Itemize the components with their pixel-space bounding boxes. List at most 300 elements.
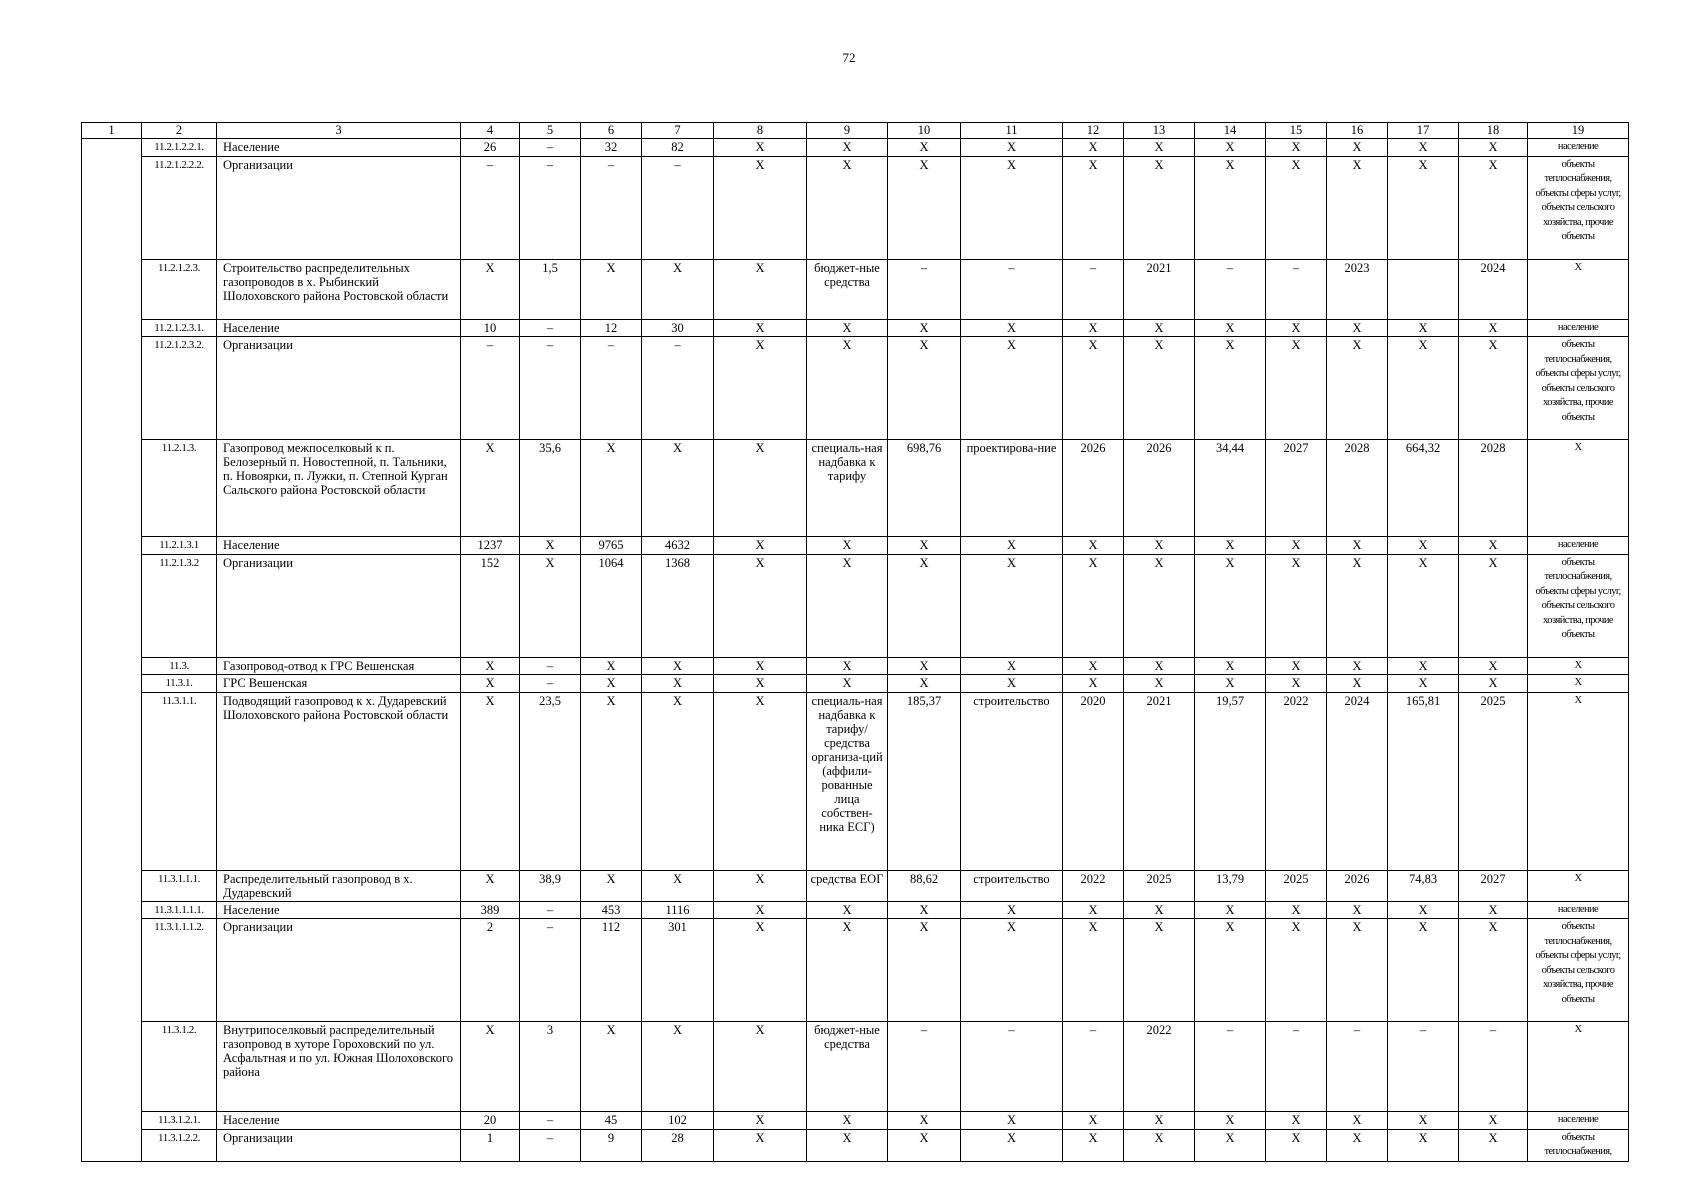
row-name-cell: Организации bbox=[217, 919, 461, 1022]
table-cell-col-8: X bbox=[714, 156, 807, 259]
table-cell-col-14: 19,57 bbox=[1195, 692, 1266, 870]
table-cell-col-19: объекты теплоснабжения, bbox=[1528, 1129, 1629, 1161]
header-cell-16: 16 bbox=[1327, 123, 1388, 139]
table-cell-col-16: 2024 bbox=[1327, 692, 1388, 870]
table-row bbox=[82, 319, 1629, 337]
table-cell-col-6: X bbox=[581, 675, 642, 693]
table-cell-col-5: – bbox=[520, 319, 581, 337]
table-cell-col-13: X bbox=[1124, 337, 1195, 440]
table-cell-col-6: X bbox=[581, 870, 642, 901]
table-cell-col-12: X bbox=[1063, 537, 1124, 555]
table-cell-col-18: 2028 bbox=[1459, 440, 1528, 537]
table-cell-col-11: X bbox=[961, 1129, 1063, 1161]
table-cell-col-11: X bbox=[961, 919, 1063, 1022]
table-cell-col-10: – bbox=[888, 259, 961, 319]
table-cell-col-11: строительство bbox=[961, 870, 1063, 901]
table-cell-col-5: – bbox=[520, 919, 581, 1022]
table-cell-col-19: X bbox=[1528, 657, 1629, 675]
table-cell-col-7: X bbox=[642, 1022, 714, 1112]
row-number-cell: 11.3. bbox=[142, 657, 217, 675]
table-cell-col-12: 2026 bbox=[1063, 440, 1124, 537]
table-cell-col-7: X bbox=[642, 259, 714, 319]
header-cell-19: 19 bbox=[1528, 123, 1629, 139]
table-cell-col-12: X bbox=[1063, 319, 1124, 337]
table-row bbox=[82, 337, 1629, 440]
table-cell-col-17: X bbox=[1388, 657, 1459, 675]
table-cell-col-16: X bbox=[1327, 156, 1388, 259]
table-cell-col-4: X bbox=[461, 692, 520, 870]
row-name-cell: Внутрипоселковый распределительный газопровод в хуторе Гороховский по ул. Асфальтная и по ул. Южная Шолоховского района bbox=[217, 1022, 461, 1112]
table-cell-col-15: X bbox=[1266, 554, 1327, 657]
row-number-cell: 11.2.1.3. bbox=[142, 440, 217, 537]
table-cell-col-16: X bbox=[1327, 337, 1388, 440]
table-cell-col-5: – bbox=[520, 337, 581, 440]
table-cell-col-19: население bbox=[1528, 1112, 1629, 1130]
table-row bbox=[82, 554, 1629, 657]
table-cell-col-8: X bbox=[714, 1112, 807, 1130]
row-name-cell: Население bbox=[217, 537, 461, 555]
table-row bbox=[82, 870, 1629, 901]
column-1-cell bbox=[82, 139, 142, 1162]
table-cell-col-17: X bbox=[1388, 1112, 1459, 1130]
table-cell-col-6: 9765 bbox=[581, 537, 642, 555]
table-cell-col-10: X bbox=[888, 337, 961, 440]
header-cell-4: 4 bbox=[461, 123, 520, 139]
table-cell-col-4: 2 bbox=[461, 919, 520, 1022]
table-cell-col-12: – bbox=[1063, 259, 1124, 319]
table-cell-col-10: X bbox=[888, 156, 961, 259]
table-cell-col-15: 2022 bbox=[1266, 692, 1327, 870]
table-cell-col-15: X bbox=[1266, 139, 1327, 157]
table-cell-col-16: – bbox=[1327, 1022, 1388, 1112]
table-cell-col-11: X bbox=[961, 1112, 1063, 1130]
table-row bbox=[82, 901, 1629, 919]
table-cell-col-5: 38,9 bbox=[520, 870, 581, 901]
table-cell-col-18: X bbox=[1459, 657, 1528, 675]
table-cell-col-5: X bbox=[520, 554, 581, 657]
table-cell-col-7: 28 bbox=[642, 1129, 714, 1161]
table-cell-col-8: X bbox=[714, 1129, 807, 1161]
table-cell-col-5: – bbox=[520, 901, 581, 919]
table-cell-col-10: 698,76 bbox=[888, 440, 961, 537]
table-cell-col-9: X bbox=[807, 657, 888, 675]
table-cell-col-11: X bbox=[961, 337, 1063, 440]
table-cell-col-12: X bbox=[1063, 901, 1124, 919]
row-number-cell: 11.3.1.2. bbox=[142, 1022, 217, 1112]
row-number-cell: 11.2.1.3.2 bbox=[142, 554, 217, 657]
table-cell-col-12: – bbox=[1063, 1022, 1124, 1112]
header-cell-1: 1 bbox=[82, 123, 142, 139]
header-cell-13: 13 bbox=[1124, 123, 1195, 139]
table-row bbox=[82, 156, 1629, 259]
table-cell-col-11: проектирова-ние bbox=[961, 440, 1063, 537]
table-cell-col-7: 82 bbox=[642, 139, 714, 157]
table-cell-col-17: – bbox=[1388, 1022, 1459, 1112]
row-number-cell: 11.3.1. bbox=[142, 675, 217, 693]
table-cell-col-17: 664,32 bbox=[1388, 440, 1459, 537]
table-cell-col-18: X bbox=[1459, 919, 1528, 1022]
table-cell-col-13: X bbox=[1124, 554, 1195, 657]
table-cell-col-18: X bbox=[1459, 319, 1528, 337]
investment-table bbox=[81, 122, 1629, 1162]
table-cell-col-19: объекты теплоснабжения, объекты сферы услуг, объекты сельского хозяйства, прочие объекты bbox=[1528, 919, 1629, 1022]
table-cell-col-5: – bbox=[520, 1112, 581, 1130]
table-cell-col-7: 30 bbox=[642, 319, 714, 337]
row-number-cell: 11.2.1.2.3.2. bbox=[142, 337, 217, 440]
table-row bbox=[82, 537, 1629, 555]
table-cell-col-18: X bbox=[1459, 337, 1528, 440]
table-cell-col-18: 2027 bbox=[1459, 870, 1528, 901]
table-cell-col-12: X bbox=[1063, 156, 1124, 259]
table-cell-col-10: X bbox=[888, 919, 961, 1022]
table-cell-col-7: X bbox=[642, 657, 714, 675]
row-number-cell: 11.3.1.2.2. bbox=[142, 1129, 217, 1161]
table-cell-col-8: X bbox=[714, 337, 807, 440]
table-cell-col-10: X bbox=[888, 657, 961, 675]
table-cell-col-5: – bbox=[520, 675, 581, 693]
table-cell-col-9: X bbox=[807, 156, 888, 259]
row-number-cell: 11.3.1.1.1.1. bbox=[142, 901, 217, 919]
table-cell-col-12: X bbox=[1063, 919, 1124, 1022]
table-row bbox=[82, 692, 1629, 870]
table-cell-col-11: X bbox=[961, 657, 1063, 675]
table-cell-col-8: X bbox=[714, 657, 807, 675]
table-cell-col-7: X bbox=[642, 675, 714, 693]
header-cell-5: 5 bbox=[520, 123, 581, 139]
table-cell-col-19: население bbox=[1528, 319, 1629, 337]
table-row bbox=[82, 919, 1629, 1022]
table-cell-col-4: X bbox=[461, 870, 520, 901]
table-cell-col-9: X bbox=[807, 1112, 888, 1130]
table-cell-col-13: X bbox=[1124, 919, 1195, 1022]
table-cell-col-7: – bbox=[642, 156, 714, 259]
table-cell-col-16: 2028 bbox=[1327, 440, 1388, 537]
table-cell-col-9: X bbox=[807, 319, 888, 337]
table-cell-col-14: X bbox=[1195, 319, 1266, 337]
table-cell-col-14: X bbox=[1195, 919, 1266, 1022]
table-cell-col-4: X bbox=[461, 440, 520, 537]
table-cell-col-15: X bbox=[1266, 657, 1327, 675]
table-cell-col-4: 10 bbox=[461, 319, 520, 337]
table-cell-col-13: X bbox=[1124, 1112, 1195, 1130]
table-cell-col-18: X bbox=[1459, 675, 1528, 693]
row-name-cell: Газопровод межпоселковый к п. Белозерный п. Новостепной, п. Тальники, п. Новоярки, п. Лужки, п. Степной Курган Сальского района Ростовской области bbox=[217, 440, 461, 537]
table-cell-col-7: 1368 bbox=[642, 554, 714, 657]
table-cell-col-18: X bbox=[1459, 139, 1528, 157]
table-cell-col-11: – bbox=[961, 259, 1063, 319]
table-cell-col-13: 2021 bbox=[1124, 692, 1195, 870]
table-cell-col-9: специаль-ная надбавка к тарифу bbox=[807, 440, 888, 537]
table-cell-col-15: 2025 bbox=[1266, 870, 1327, 901]
table-cell-col-4: – bbox=[461, 337, 520, 440]
table-cell-col-17 bbox=[1388, 259, 1459, 319]
table-cell-col-7: X bbox=[642, 692, 714, 870]
table-cell-col-10: X bbox=[888, 1112, 961, 1130]
table-row bbox=[82, 139, 1629, 157]
table-cell-col-18: X bbox=[1459, 156, 1528, 259]
header-cell-15: 15 bbox=[1266, 123, 1327, 139]
table-cell-col-6: X bbox=[581, 440, 642, 537]
table-cell-col-9: специаль-ная надбавка к тарифу/ средства организа-ций (аффили-рованные лица собствен-ника ЕСГ) bbox=[807, 692, 888, 870]
table-cell-col-17: X bbox=[1388, 139, 1459, 157]
table-cell-col-11: X bbox=[961, 537, 1063, 555]
header-cell-18: 18 bbox=[1459, 123, 1528, 139]
table-cell-col-19: объекты теплоснабжения, объекты сферы услуг, объекты сельского хозяйства, прочие объекты bbox=[1528, 554, 1629, 657]
table-cell-col-14: – bbox=[1195, 1022, 1266, 1112]
table-cell-col-16: X bbox=[1327, 657, 1388, 675]
table-cell-col-4: – bbox=[461, 156, 520, 259]
page-number: 72 bbox=[842, 50, 856, 65]
row-name-cell: Подводящий газопровод к х. Дударевский Шолоховского района Ростовской области bbox=[217, 692, 461, 870]
header-cell-14: 14 bbox=[1195, 123, 1266, 139]
table-cell-col-17: X bbox=[1388, 156, 1459, 259]
table-cell-col-9: X bbox=[807, 337, 888, 440]
table-cell-col-12: X bbox=[1063, 657, 1124, 675]
row-name-cell: Организации bbox=[217, 337, 461, 440]
row-name-cell: Организации bbox=[217, 1129, 461, 1161]
table-cell-col-6: – bbox=[581, 156, 642, 259]
table-cell-col-4: 1 bbox=[461, 1129, 520, 1161]
table-cell-col-19: X bbox=[1528, 870, 1629, 901]
table-cell-col-13: X bbox=[1124, 1129, 1195, 1161]
table-cell-col-7: X bbox=[642, 440, 714, 537]
row-name-cell: Строительство распределительных газопроводов в х. Рыбинский Шолоховского района Ростовской области bbox=[217, 259, 461, 319]
header-cell-12: 12 bbox=[1063, 123, 1124, 139]
table-cell-col-16: X bbox=[1327, 319, 1388, 337]
table-cell-col-14: – bbox=[1195, 259, 1266, 319]
table-cell-col-8: X bbox=[714, 1022, 807, 1112]
table-cell-col-6: 453 bbox=[581, 901, 642, 919]
table-cell-col-4: X bbox=[461, 259, 520, 319]
table-cell-col-15: X bbox=[1266, 901, 1327, 919]
table-cell-col-13: X bbox=[1124, 319, 1195, 337]
table-cell-col-15: X bbox=[1266, 1112, 1327, 1130]
table-cell-col-13: 2025 bbox=[1124, 870, 1195, 901]
row-name-cell: Население bbox=[217, 1112, 461, 1130]
table-cell-col-10: 88,62 bbox=[888, 870, 961, 901]
table-row bbox=[82, 1112, 1629, 1130]
table-cell-col-12: X bbox=[1063, 337, 1124, 440]
table-cell-col-5: X bbox=[520, 537, 581, 555]
table-cell-col-13: 2022 bbox=[1124, 1022, 1195, 1112]
table-cell-col-9: бюджет-ные средства bbox=[807, 259, 888, 319]
table-cell-col-13: X bbox=[1124, 156, 1195, 259]
table-cell-col-16: X bbox=[1327, 537, 1388, 555]
table-cell-col-17: X bbox=[1388, 675, 1459, 693]
table-cell-col-19: X bbox=[1528, 259, 1629, 319]
table-cell-col-19: население bbox=[1528, 901, 1629, 919]
table-cell-col-14: X bbox=[1195, 901, 1266, 919]
table-cell-col-14: 13,79 bbox=[1195, 870, 1266, 901]
header-cell-3: 3 bbox=[217, 123, 461, 139]
table-cell-col-13: 2021 bbox=[1124, 259, 1195, 319]
table-cell-col-4: 26 bbox=[461, 139, 520, 157]
table-row bbox=[82, 657, 1629, 675]
table-row bbox=[82, 675, 1629, 693]
table-cell-col-6: X bbox=[581, 1022, 642, 1112]
table-cell-col-8: X bbox=[714, 675, 807, 693]
row-number-cell: 11.2.1.2.2.1. bbox=[142, 139, 217, 157]
row-number-cell: 11.2.1.3.1 bbox=[142, 537, 217, 555]
row-number-cell: 11.3.1.1.1. bbox=[142, 870, 217, 901]
table-cell-col-14: X bbox=[1195, 156, 1266, 259]
table-cell-col-10: X bbox=[888, 537, 961, 555]
table-cell-col-6: – bbox=[581, 337, 642, 440]
table-cell-col-17: 74,83 bbox=[1388, 870, 1459, 901]
table-cell-col-10: 185,37 bbox=[888, 692, 961, 870]
table-cell-col-8: X bbox=[714, 440, 807, 537]
table-cell-col-19: население bbox=[1528, 139, 1629, 157]
table-cell-col-7: 4632 bbox=[642, 537, 714, 555]
table-cell-col-11: X bbox=[961, 675, 1063, 693]
table-cell-col-12: X bbox=[1063, 1112, 1124, 1130]
table-cell-col-18: 2025 bbox=[1459, 692, 1528, 870]
table-cell-col-17: 165,81 bbox=[1388, 692, 1459, 870]
row-number-cell: 11.2.1.2.3. bbox=[142, 259, 217, 319]
table-cell-col-6: 32 bbox=[581, 139, 642, 157]
table-cell-col-6: X bbox=[581, 692, 642, 870]
table-cell-col-18: X bbox=[1459, 1129, 1528, 1161]
header-cell-10: 10 bbox=[888, 123, 961, 139]
table-cell-col-15: X bbox=[1266, 1129, 1327, 1161]
table-cell-col-18: X bbox=[1459, 554, 1528, 657]
table-cell-col-12: X bbox=[1063, 554, 1124, 657]
row-name-cell: Население bbox=[217, 139, 461, 157]
header-row bbox=[82, 123, 1629, 139]
table-cell-col-16: X bbox=[1327, 919, 1388, 1022]
table-cell-col-16: X bbox=[1327, 901, 1388, 919]
table-cell-col-16: X bbox=[1327, 139, 1388, 157]
row-name-cell: Газопровод-отвод к ГРС Вешенская bbox=[217, 657, 461, 675]
table-cell-col-6: 112 bbox=[581, 919, 642, 1022]
table-cell-col-11: X bbox=[961, 139, 1063, 157]
row-name-cell: Распределительный газопровод в х. Дударевский bbox=[217, 870, 461, 901]
table-row bbox=[82, 1129, 1629, 1161]
table-cell-col-9: X bbox=[807, 675, 888, 693]
table-cell-col-15: – bbox=[1266, 1022, 1327, 1112]
table-cell-col-19: X bbox=[1528, 1022, 1629, 1112]
table-cell-col-9: X bbox=[807, 919, 888, 1022]
table-cell-col-10: X bbox=[888, 554, 961, 657]
table-cell-col-11: – bbox=[961, 1022, 1063, 1112]
table-cell-col-19: население bbox=[1528, 537, 1629, 555]
table-cell-col-19: X bbox=[1528, 675, 1629, 693]
table-cell-col-17: X bbox=[1388, 554, 1459, 657]
table-cell-col-9: X bbox=[807, 139, 888, 157]
table-cell-col-16: 2026 bbox=[1327, 870, 1388, 901]
table-cell-col-19: X bbox=[1528, 692, 1629, 870]
table-cell-col-17: X bbox=[1388, 919, 1459, 1022]
table-cell-col-17: X bbox=[1388, 319, 1459, 337]
table-cell-col-16: X bbox=[1327, 1112, 1388, 1130]
table-cell-col-8: X bbox=[714, 901, 807, 919]
header-cell-2: 2 bbox=[142, 123, 217, 139]
table-cell-col-8: X bbox=[714, 259, 807, 319]
table-cell-col-6: 45 bbox=[581, 1112, 642, 1130]
table-cell-col-7: – bbox=[642, 337, 714, 440]
table-cell-col-8: X bbox=[714, 919, 807, 1022]
table-cell-col-4: X bbox=[461, 657, 520, 675]
row-name-cell: ГРС Вешенская bbox=[217, 675, 461, 693]
table-cell-col-19: объекты теплоснабжения, объекты сферы услуг, объекты сельского хозяйства, прочие объекты bbox=[1528, 337, 1629, 440]
table-cell-col-4: 1237 bbox=[461, 537, 520, 555]
row-name-cell: Организации bbox=[217, 554, 461, 657]
table-cell-col-4: 152 bbox=[461, 554, 520, 657]
table-cell-col-13: 2026 bbox=[1124, 440, 1195, 537]
table-cell-col-11: X bbox=[961, 319, 1063, 337]
table-cell-col-18: X bbox=[1459, 537, 1528, 555]
table-cell-col-5: – bbox=[520, 139, 581, 157]
table-cell-col-9: X bbox=[807, 537, 888, 555]
table-cell-col-17: X bbox=[1388, 537, 1459, 555]
table-cell-col-16: X bbox=[1327, 675, 1388, 693]
table-cell-col-12: X bbox=[1063, 675, 1124, 693]
table-cell-col-7: 102 bbox=[642, 1112, 714, 1130]
table-cell-col-15: X bbox=[1266, 319, 1327, 337]
table-cell-col-10: X bbox=[888, 675, 961, 693]
table-cell-col-12: 2022 bbox=[1063, 870, 1124, 901]
table-cell-col-17: X bbox=[1388, 1129, 1459, 1161]
table-cell-col-8: X bbox=[714, 139, 807, 157]
table-cell-col-13: X bbox=[1124, 901, 1195, 919]
table-cell-col-10: – bbox=[888, 1022, 961, 1112]
table-cell-col-9: X bbox=[807, 901, 888, 919]
header-cell-8: 8 bbox=[714, 123, 807, 139]
header-cell-11: 11 bbox=[961, 123, 1063, 139]
table-row bbox=[82, 259, 1629, 319]
table-cell-col-7: 1116 bbox=[642, 901, 714, 919]
table-cell-col-10: X bbox=[888, 901, 961, 919]
table-cell-col-15: X bbox=[1266, 675, 1327, 693]
table-cell-col-11: X bbox=[961, 156, 1063, 259]
table-cell-col-16: X bbox=[1327, 1129, 1388, 1161]
table-cell-col-14: X bbox=[1195, 1129, 1266, 1161]
row-number-cell: 11.3.1.2.1. bbox=[142, 1112, 217, 1130]
table-cell-col-15: X bbox=[1266, 537, 1327, 555]
table-cell-col-14: X bbox=[1195, 554, 1266, 657]
table-cell-col-12: X bbox=[1063, 139, 1124, 157]
table-cell-col-6: 12 bbox=[581, 319, 642, 337]
table-cell-col-7: X bbox=[642, 870, 714, 901]
table-cell-col-6: X bbox=[581, 259, 642, 319]
table-cell-col-8: X bbox=[714, 692, 807, 870]
table-cell-col-11: X bbox=[961, 554, 1063, 657]
table-cell-col-19: объекты теплоснабжения, объекты сферы услуг, объекты сельского хозяйства, прочие объекты bbox=[1528, 156, 1629, 259]
row-number-cell: 11.2.1.2.2.2. bbox=[142, 156, 217, 259]
table-cell-col-9: X bbox=[807, 554, 888, 657]
table-cell-col-14: 34,44 bbox=[1195, 440, 1266, 537]
table-cell-col-15: X bbox=[1266, 156, 1327, 259]
table-cell-col-14: X bbox=[1195, 1112, 1266, 1130]
row-number-cell: 11.2.1.2.3.1. bbox=[142, 319, 217, 337]
table-cell-col-14: X bbox=[1195, 337, 1266, 440]
table-cell-col-5: – bbox=[520, 657, 581, 675]
header-cell-9: 9 bbox=[807, 123, 888, 139]
header-cell-6: 6 bbox=[581, 123, 642, 139]
table-cell-col-15: X bbox=[1266, 337, 1327, 440]
table-cell-col-15: 2027 bbox=[1266, 440, 1327, 537]
table-cell-col-13: X bbox=[1124, 675, 1195, 693]
table-cell-col-14: X bbox=[1195, 537, 1266, 555]
table-cell-col-8: X bbox=[714, 319, 807, 337]
table-cell-col-12: 2020 bbox=[1063, 692, 1124, 870]
table-cell-col-8: X bbox=[714, 537, 807, 555]
table-cell-col-7: 301 bbox=[642, 919, 714, 1022]
row-name-cell: Население bbox=[217, 901, 461, 919]
table-cell-col-5: – bbox=[520, 156, 581, 259]
table-cell-col-13: X bbox=[1124, 657, 1195, 675]
table-cell-col-13: X bbox=[1124, 537, 1195, 555]
